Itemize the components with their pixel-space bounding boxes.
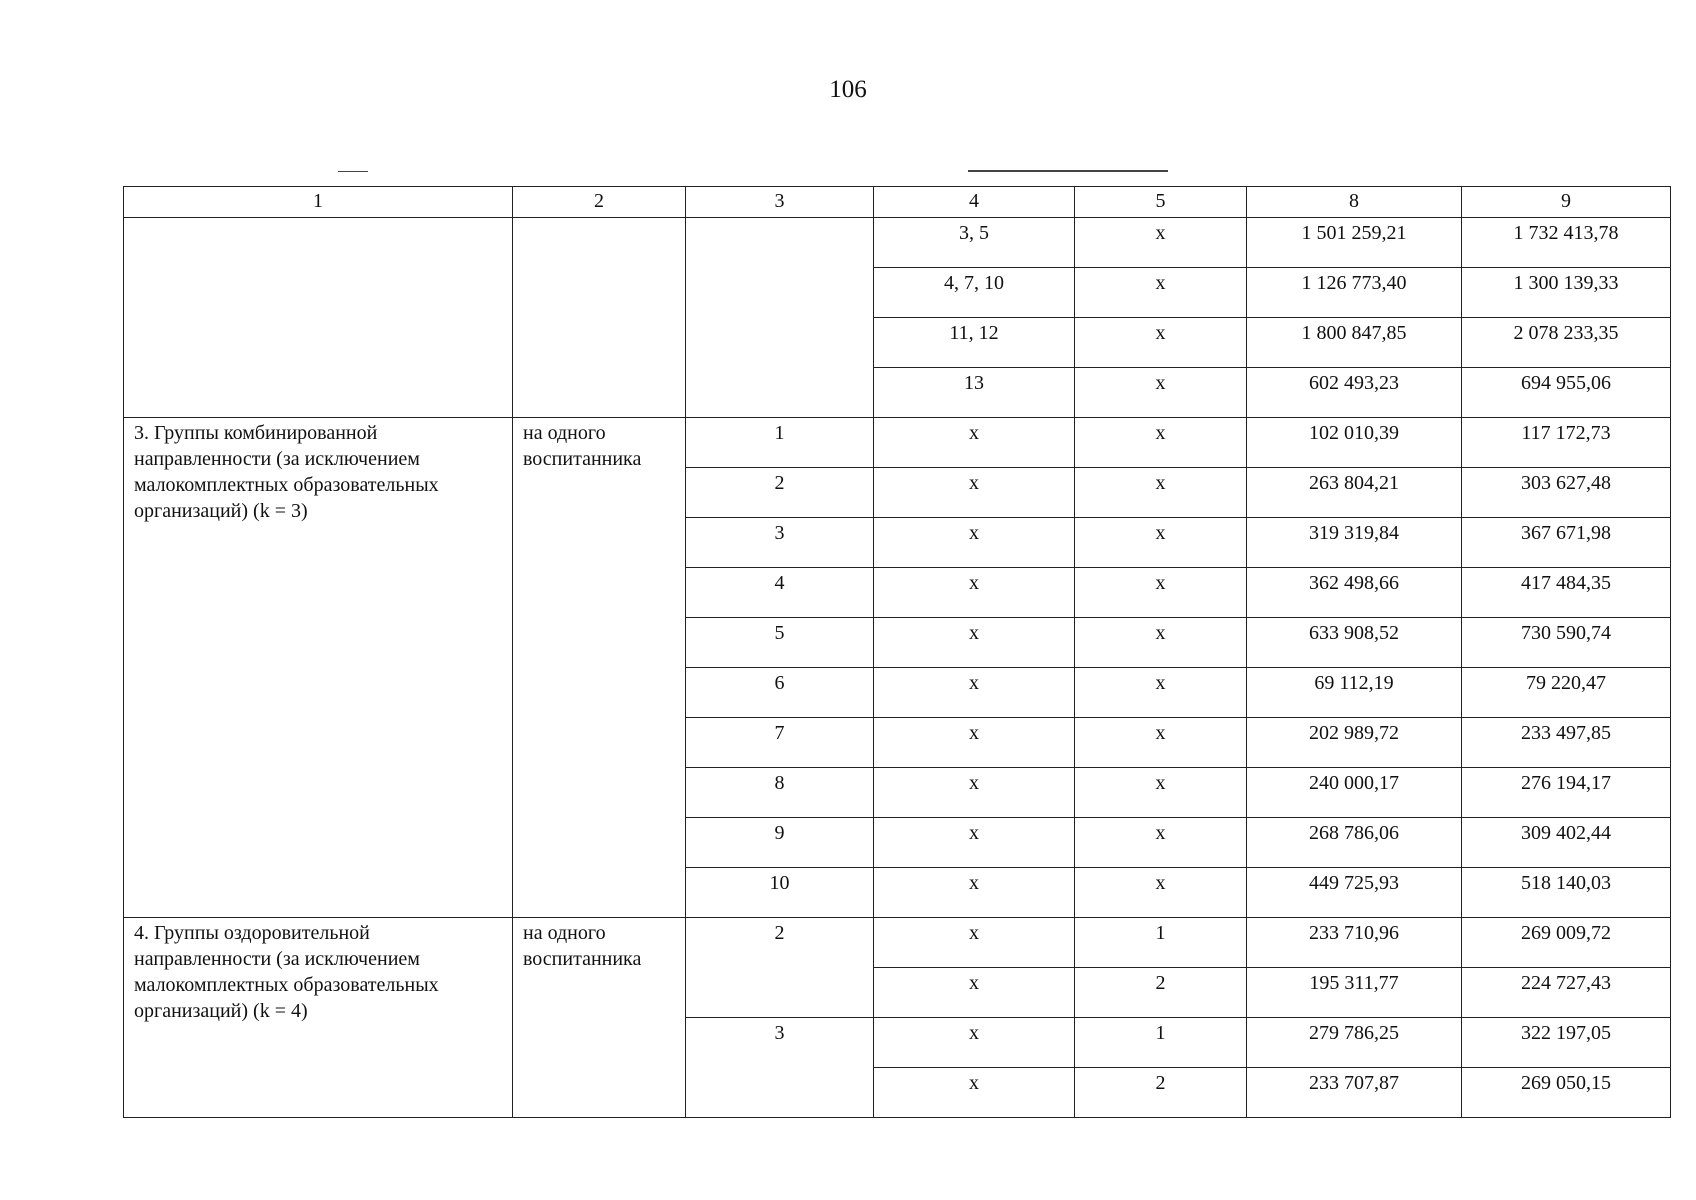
cell: 4 xyxy=(686,568,874,618)
column-header: 9 xyxy=(1462,187,1671,218)
funding-table xyxy=(123,186,1671,1118)
cell: 730 590,74 xyxy=(1462,618,1671,668)
cell: 3 xyxy=(686,518,874,568)
cell: х xyxy=(1075,418,1247,468)
cell: 417 484,35 xyxy=(1462,568,1671,618)
cell: х xyxy=(874,768,1075,818)
table-row xyxy=(124,218,1671,268)
cell: х xyxy=(874,618,1075,668)
cell: х xyxy=(874,668,1075,718)
cell: 367 671,98 xyxy=(1462,518,1671,568)
cell: х xyxy=(1075,618,1247,668)
cell: 602 493,23 xyxy=(1247,368,1462,418)
cell: х xyxy=(1075,668,1247,718)
cell: 1 126 773,40 xyxy=(1247,268,1462,318)
cell: 7 xyxy=(686,718,874,768)
unit-cell: на одного воспитанника xyxy=(513,918,686,1118)
cell: х xyxy=(874,968,1075,1018)
cell: 2 xyxy=(686,468,874,518)
cell: 8 xyxy=(686,768,874,818)
cell: 6 xyxy=(686,668,874,718)
cell: х xyxy=(1075,868,1247,918)
group-name-cell: 4. Группы оздоровительной направленности (за исключением малокомплектных образовательных организаций) (k = 4) xyxy=(124,918,513,1118)
cell: х xyxy=(1075,218,1247,268)
cell: 319 319,84 xyxy=(1247,518,1462,568)
cell: х xyxy=(874,818,1075,868)
cell: 303 627,48 xyxy=(1462,468,1671,518)
cell: 10 xyxy=(686,868,874,918)
cell: 240 000,17 xyxy=(1247,768,1462,818)
cell: 518 140,03 xyxy=(1462,868,1671,918)
cell: 633 908,52 xyxy=(1247,618,1462,668)
scan-artifact-rule xyxy=(968,170,1168,172)
cell: х xyxy=(1075,518,1247,568)
cell: х xyxy=(1075,718,1247,768)
cell: х xyxy=(874,718,1075,768)
cell: х xyxy=(874,568,1075,618)
cell: 3 xyxy=(686,1018,874,1118)
cell: 11, 12 xyxy=(874,318,1075,368)
cell: 263 804,21 xyxy=(1247,468,1462,518)
cell: 102 010,39 xyxy=(1247,418,1462,468)
cell: 224 727,43 xyxy=(1462,968,1671,1018)
cell: 1 300 139,33 xyxy=(1462,268,1671,318)
cell: х xyxy=(1075,768,1247,818)
cell: х xyxy=(1075,318,1247,368)
column-header: 8 xyxy=(1247,187,1462,218)
cell: х xyxy=(874,1068,1075,1118)
empty-cell xyxy=(686,218,874,418)
cell: 233 497,85 xyxy=(1462,718,1671,768)
table-row xyxy=(124,418,1671,468)
cell: 195 311,77 xyxy=(1247,968,1462,1018)
cell: х xyxy=(874,1018,1075,1068)
cell: 13 xyxy=(874,368,1075,418)
column-header: 5 xyxy=(1075,187,1247,218)
cell: 2 xyxy=(686,918,874,1018)
cell: 1 xyxy=(686,418,874,468)
page-number: 106 xyxy=(829,76,867,103)
empty-cell xyxy=(513,218,686,418)
cell: 2 xyxy=(1075,1068,1247,1118)
unit-cell: на одного воспитанника xyxy=(513,418,686,918)
cell: х xyxy=(1075,468,1247,518)
cell: х xyxy=(874,518,1075,568)
table-row xyxy=(124,918,1671,968)
cell: 1 xyxy=(1075,918,1247,968)
cell: 1 501 259,21 xyxy=(1247,218,1462,268)
cell: 3, 5 xyxy=(874,218,1075,268)
cell: 694 955,06 xyxy=(1462,368,1671,418)
cell: 79 220,47 xyxy=(1462,668,1671,718)
group-name-cell: 3. Группы комбинированной направленности (за исключением малокомплектных образовательных организаций) (k = 3) xyxy=(124,418,513,918)
column-header: 3 xyxy=(686,187,874,218)
cell: 2 078 233,35 xyxy=(1462,318,1671,368)
cell: 233 710,96 xyxy=(1247,918,1462,968)
cell: 202 989,72 xyxy=(1247,718,1462,768)
cell: 269 009,72 xyxy=(1462,918,1671,968)
column-header: 2 xyxy=(513,187,686,218)
empty-cell xyxy=(124,218,513,418)
cell: х xyxy=(1075,268,1247,318)
cell: х xyxy=(874,468,1075,518)
cell: 449 725,93 xyxy=(1247,868,1462,918)
cell: х xyxy=(1075,368,1247,418)
cell: 269 050,15 xyxy=(1462,1068,1671,1118)
cell: х xyxy=(1075,568,1247,618)
cell: 1 xyxy=(1075,1018,1247,1068)
cell: 69 112,19 xyxy=(1247,668,1462,718)
cell: 4, 7, 10 xyxy=(874,268,1075,318)
scan-artifact-rule xyxy=(338,171,368,172)
cell: х xyxy=(1075,818,1247,868)
cell: 233 707,87 xyxy=(1247,1068,1462,1118)
cell: 268 786,06 xyxy=(1247,818,1462,868)
cell: х xyxy=(874,418,1075,468)
cell: 5 xyxy=(686,618,874,668)
cell: 362 498,66 xyxy=(1247,568,1462,618)
cell: х xyxy=(874,918,1075,968)
cell: 117 172,73 xyxy=(1462,418,1671,468)
cell: х xyxy=(874,868,1075,918)
cell: 279 786,25 xyxy=(1247,1018,1462,1068)
cell: 276 194,17 xyxy=(1462,768,1671,818)
cell: 309 402,44 xyxy=(1462,818,1671,868)
cell: 1 800 847,85 xyxy=(1247,318,1462,368)
column-header: 4 xyxy=(874,187,1075,218)
cell: 2 xyxy=(1075,968,1247,1018)
cell: 9 xyxy=(686,818,874,868)
table-header-row xyxy=(124,187,1671,218)
column-header: 1 xyxy=(124,187,513,218)
cell: 322 197,05 xyxy=(1462,1018,1671,1068)
cell: 1 732 413,78 xyxy=(1462,218,1671,268)
